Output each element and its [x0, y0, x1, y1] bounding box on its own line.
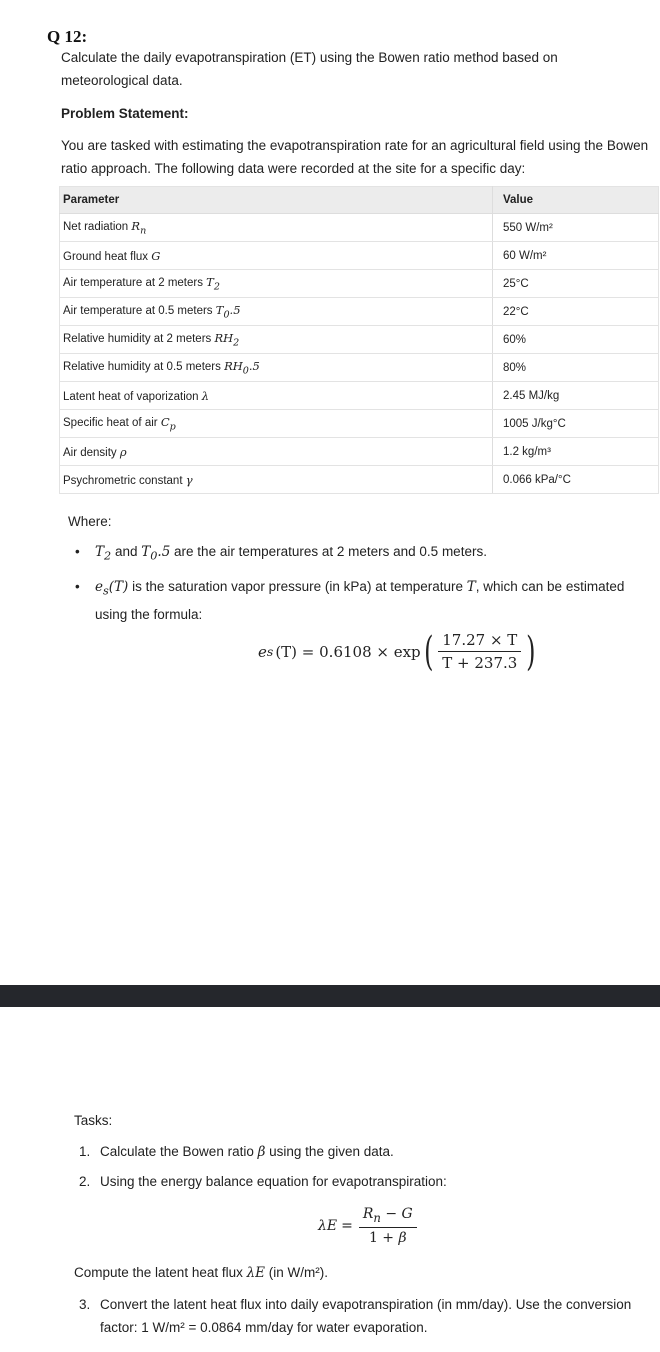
- value-cell: 22°C: [493, 298, 659, 326]
- data-table: [59, 186, 659, 494]
- problem-heading: Problem Statement:: [61, 106, 189, 121]
- list-item: • $e_s(T)$ is the saturation vapor pressure (in kPa) at temperature T, which can be estimated using the formula:: [95, 575, 660, 628]
- value-cell: 60 W/m²: [493, 242, 659, 270]
- header-parameter: Parameter: [60, 187, 493, 214]
- table-row: [60, 242, 659, 270]
- value-cell: 25°C: [493, 270, 659, 298]
- compute-text: Compute the latent heat flux λE (in W/m²).: [74, 1265, 329, 1281]
- where-label: Where:: [68, 514, 112, 529]
- table-row: [60, 382, 659, 410]
- parameter-cell: Psychrometric constant γ: [60, 466, 493, 494]
- table-row: [60, 270, 659, 298]
- header-value: Value: [493, 187, 659, 214]
- list-item: 2. Using the energy balance equation for evapotranspiration:: [79, 1174, 447, 1189]
- tasks-heading: Tasks:: [74, 1113, 113, 1128]
- list-item: 1. Calculate the Bowen ratio β using the given data.: [79, 1144, 394, 1160]
- tasks-list: [79, 1140, 650, 1164]
- list-item: • $T_2$ and $T_0.5$ are the air temperatures at 2 meters and 0.5 meters.: [95, 540, 660, 569]
- table-row: [60, 438, 659, 466]
- table-row: [60, 466, 659, 494]
- value-cell: 1005 J/kg°C: [493, 410, 659, 438]
- problem-text: You are tasked with estimating the evapotranspiration rate for an agricultural field using the Bowen ratio approach. The following data were recorded at the site for a specific day:: [61, 138, 649, 176]
- parameter-cell: Air temperature at 0.5 meters $T_0.5$: [60, 298, 493, 326]
- parameter-cell: Net radiation $R_n$: [60, 214, 493, 242]
- parameter-cell: Relative humidity at 2 meters $RH_2$: [60, 326, 493, 354]
- parameter-cell: Air temperature at 2 meters $T_2$: [60, 270, 493, 298]
- table-row: [60, 214, 659, 242]
- value-cell: 2.45 MJ/kg: [493, 382, 659, 410]
- parameter-cell: Ground heat flux G: [60, 242, 493, 270]
- value-cell: 80%: [493, 354, 659, 382]
- value-cell: 0.066 kPa/°C: [493, 466, 659, 494]
- list-item: 3. Convert the latent heat flux into daily evapotranspiration (in mm/day). Use the conversion factor: 1 W/m² = 0.0864 mm/day for water evaporation.: [79, 1297, 632, 1335]
- table-row: [60, 326, 659, 354]
- energy-balance-formula: λE = $\frac{R_n - G}{1 + \beta}$: [318, 1206, 419, 1246]
- table-row: [60, 410, 659, 438]
- saturation-vapor-formula: e s (T) = 0.6108 × exp ( $\frac{17.27 \times T}{T + 237.3}$ ): [258, 628, 536, 675]
- parameter-cell: Specific heat of air $C_p$: [60, 410, 493, 438]
- value-cell: 550 W/m²: [493, 214, 659, 242]
- table-row: [60, 298, 659, 326]
- tasks-list-2: [79, 1170, 650, 1193]
- parameter-cell: Air density ρ: [60, 438, 493, 466]
- value-cell: 60%: [493, 326, 659, 354]
- tasks-list-3: [79, 1293, 650, 1339]
- where-list: [95, 540, 660, 633]
- intro-text: Calculate the daily evapotranspiration (ET) using the Bowen ratio method based on meteorological data.: [61, 50, 558, 88]
- question-title: Q 12:: [47, 27, 88, 46]
- page-divider: [0, 985, 660, 1007]
- table-row: [60, 354, 659, 382]
- parameter-cell: Latent heat of vaporization λ: [60, 382, 493, 410]
- value-cell: 1.2 kg/m³: [493, 438, 659, 466]
- parameter-cell: Relative humidity at 0.5 meters $RH_0.5$: [60, 354, 493, 382]
- table-header-row: [60, 187, 659, 214]
